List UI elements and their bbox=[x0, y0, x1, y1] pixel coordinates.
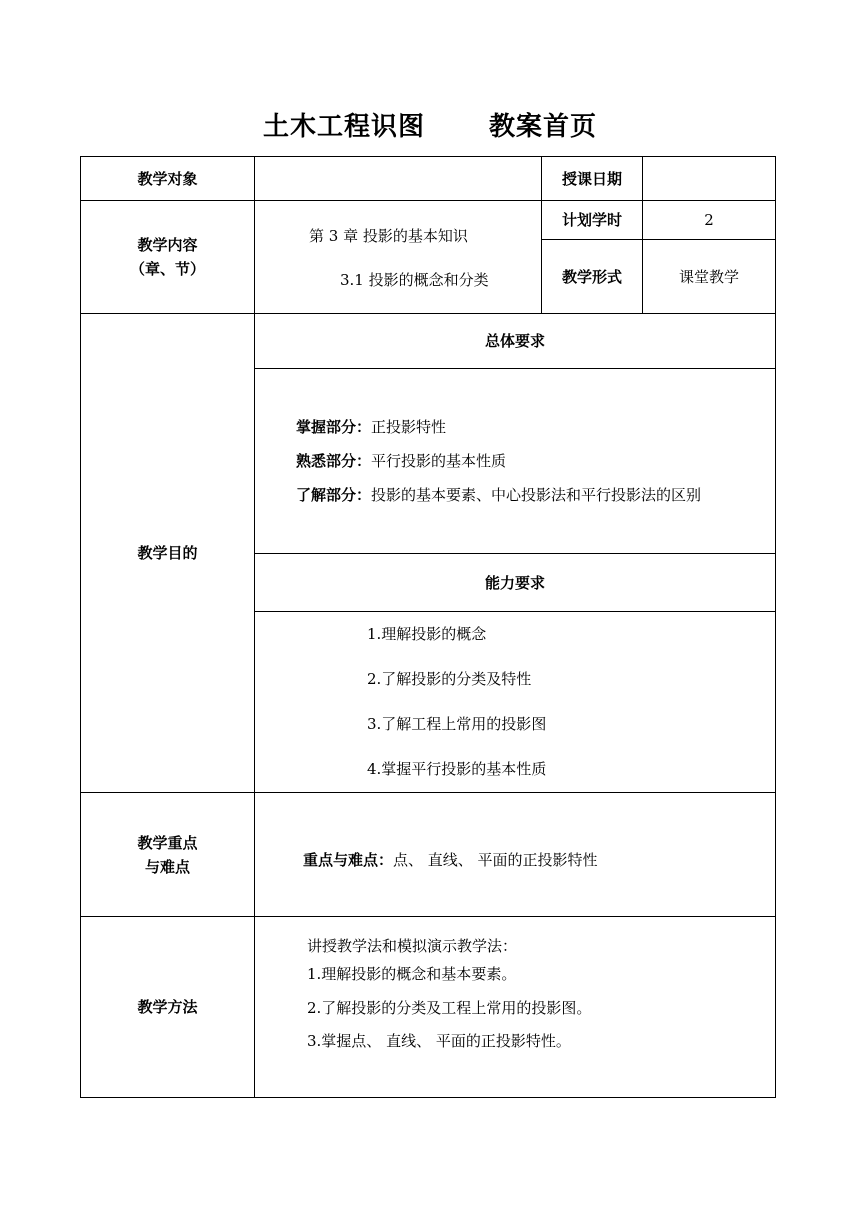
ability-item: 2.了解投影的分类及特性 bbox=[367, 670, 532, 688]
chapter-title: 第 3 章 投影的基本知识 bbox=[309, 227, 468, 245]
overall-item-label: 了解部分： bbox=[296, 486, 372, 504]
overall-item-master bbox=[296, 417, 446, 437]
teaching-method-label: 教学方法 bbox=[137, 998, 198, 1016]
overall-item-label: 掌握部分： bbox=[296, 418, 372, 436]
key-points-label-line1: 教学重点 bbox=[137, 833, 198, 852]
overall-heading-divider bbox=[254, 368, 776, 369]
page-title: 土木工程识图 教案首页 bbox=[262, 112, 598, 142]
teaching-method-item: 1.理解投影的概念和基本要素。 bbox=[307, 965, 517, 983]
lesson-date-label: 授课日期 bbox=[561, 169, 622, 188]
teaching-content-label bbox=[81, 201, 254, 313]
overall-item-text: 正投影特性 bbox=[371, 418, 447, 436]
planned-hours-label: 计划学时 bbox=[561, 211, 622, 229]
section-title: 3.1 投影的概念和分类 bbox=[340, 271, 489, 289]
ability-item: 1.理解投影的概念 bbox=[367, 625, 487, 643]
lesson-date-value bbox=[643, 157, 775, 200]
ability-item: 3.了解工程上常用的投影图 bbox=[367, 715, 547, 733]
teaching-object-value bbox=[255, 157, 541, 200]
teaching-object-label: 教学对象 bbox=[137, 169, 198, 188]
table-border-bottom bbox=[80, 1097, 776, 1098]
key-points-item bbox=[303, 850, 598, 870]
teaching-form-value: 课堂教学 bbox=[678, 267, 739, 286]
key-points-item-text: 点、 直线、 平面的正投影特性 bbox=[393, 851, 598, 869]
table-border-right bbox=[775, 156, 776, 1098]
key-points-label bbox=[81, 793, 254, 916]
teaching-content-label-line1: 教学内容 bbox=[137, 236, 198, 254]
teaching-method-item: 2.了解投影的分类及工程上常用的投影图。 bbox=[307, 999, 592, 1017]
key-points-label-line2: 与难点 bbox=[144, 857, 190, 876]
overall-item-text: 平行投影的基本性质 bbox=[371, 452, 507, 470]
overall-item-label: 熟悉部分： bbox=[296, 452, 372, 470]
overall-requirements-heading: 总体要求 bbox=[484, 332, 545, 350]
ability-requirements-heading: 能力要求 bbox=[484, 573, 545, 592]
teaching-method-intro: 讲授教学法和模拟演示教学法： bbox=[307, 937, 518, 955]
ability-heading-divider bbox=[254, 611, 776, 612]
teaching-content-label-line2: （章、节） bbox=[129, 260, 205, 278]
teaching-purpose-label: 教学目的 bbox=[137, 544, 198, 562]
key-points-item-label: 重点与难点： bbox=[303, 851, 394, 869]
teaching-form-label: 教学形式 bbox=[561, 267, 622, 286]
overall-item-understand bbox=[296, 485, 701, 505]
ability-item: 4.掌握平行投影的基本性质 bbox=[367, 760, 547, 778]
teaching-method-item: 3.掌握点、 直线、 平面的正投影特性。 bbox=[307, 1032, 571, 1050]
label-column-divider bbox=[254, 156, 255, 1098]
overall-item-text: 投影的基本要素、中心投影法和平行投影法的区别 bbox=[371, 486, 702, 504]
planned-hours-value: 2 bbox=[704, 211, 714, 229]
overall-item-familiar bbox=[296, 451, 506, 471]
